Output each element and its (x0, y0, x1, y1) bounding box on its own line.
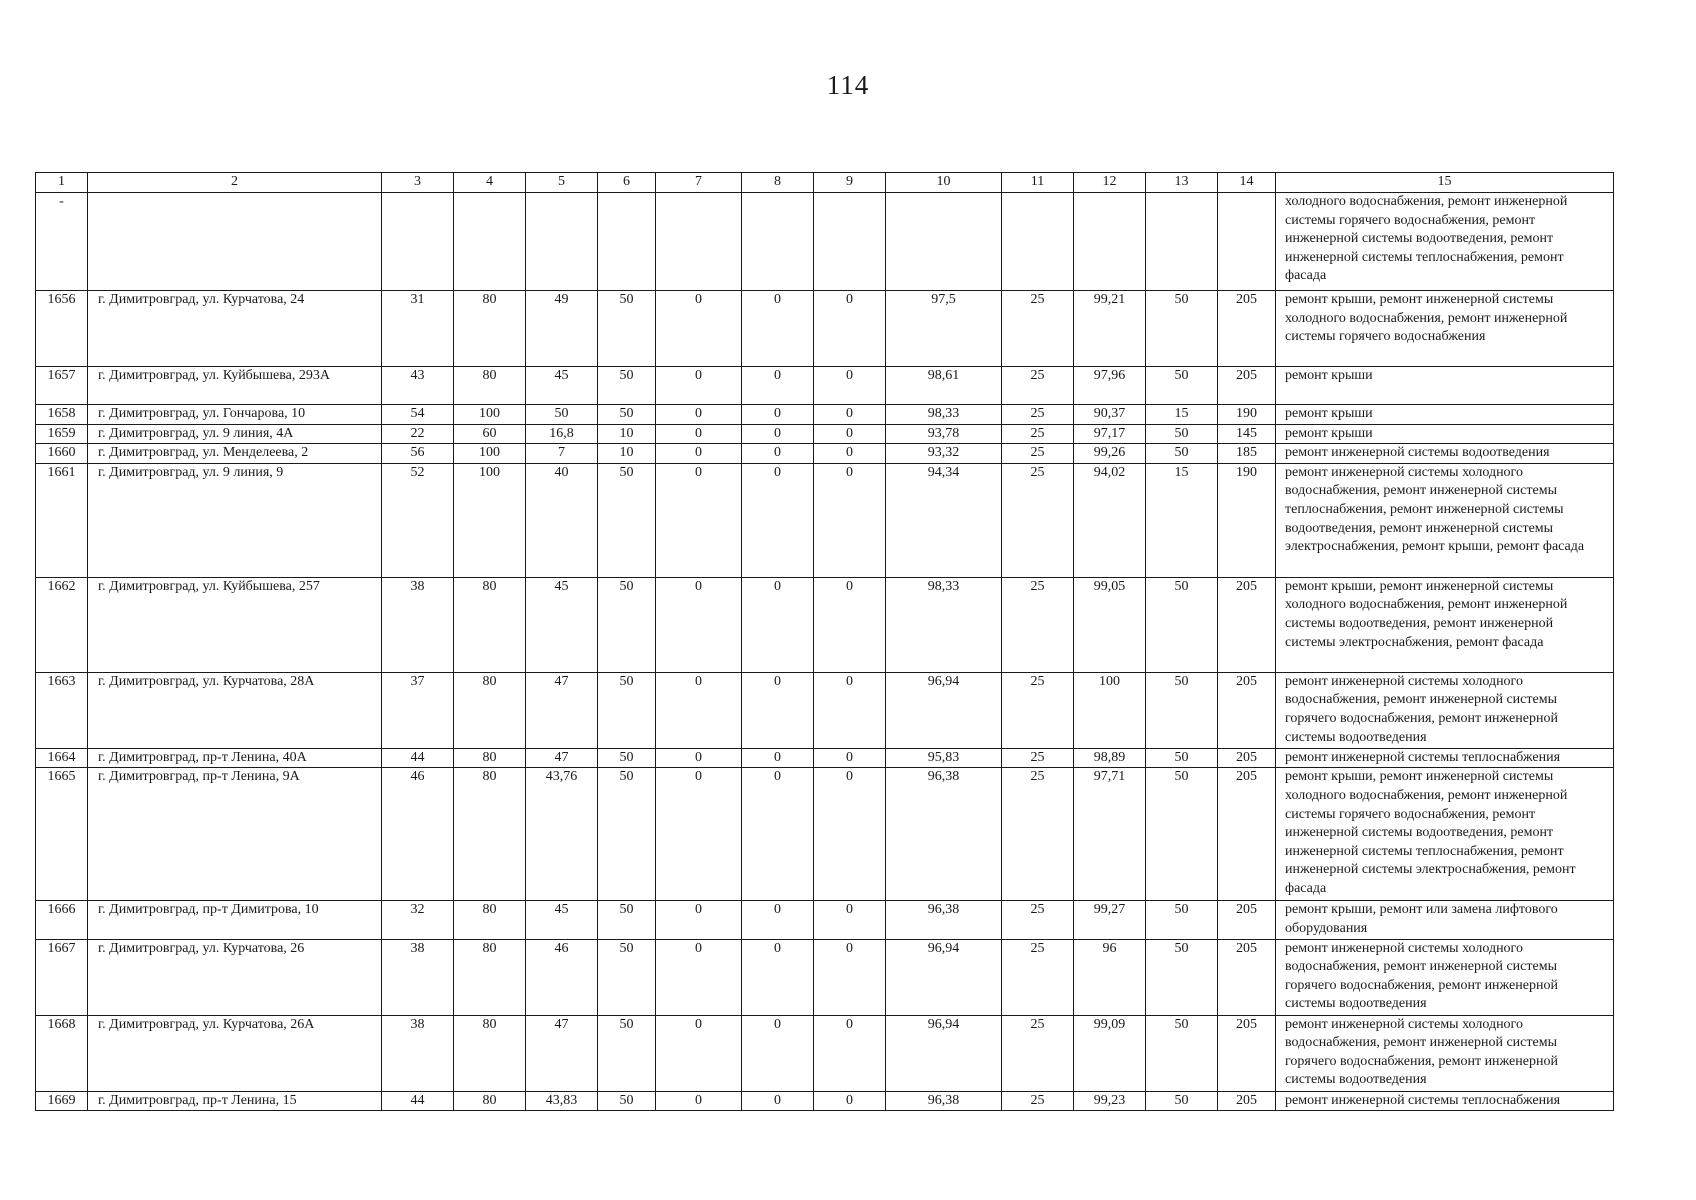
table-cell-col-5: 45 (526, 577, 598, 672)
table-cell-col-5: 16,8 (526, 424, 598, 444)
table-cell-col-11: 25 (1002, 291, 1074, 367)
table-cell-col-13: 50 (1146, 1015, 1218, 1091)
table-cell-col-7: 0 (656, 748, 742, 768)
table-cell-col-8: 0 (742, 367, 814, 405)
table-cell-col-15: ремонт инженерной системы водоотведения (1276, 444, 1614, 464)
table-cell-col-13: 50 (1146, 672, 1218, 748)
table-cell-col-5: 47 (526, 1015, 598, 1091)
page-number: 114 (826, 70, 870, 100)
table-cell-col-9: 0 (814, 901, 886, 939)
table-cell-col-1: 1667 (36, 939, 88, 1015)
table-cell-col-3: 37 (382, 672, 454, 748)
table-cell-col-2: г. Димитровград, ул. Куйбышева, 293А (88, 367, 382, 405)
column-header: 4 (454, 173, 526, 193)
table-cell-col-14: 205 (1218, 901, 1276, 939)
table-cell-col-11: 25 (1002, 1015, 1074, 1091)
table-cell-col-2: г. Димитровград, ул. Курчатова, 28А (88, 672, 382, 748)
table-cell-col-1: 1658 (36, 405, 88, 425)
table-cell-col-14: 205 (1218, 291, 1276, 367)
table-cell-col-10: 98,33 (886, 577, 1002, 672)
table-cell-col-9: 0 (814, 444, 886, 464)
table-cell-col-13: 50 (1146, 424, 1218, 444)
column-header: 10 (886, 173, 1002, 193)
table-body (36, 193, 1614, 1111)
table-row (36, 1091, 1614, 1111)
table-cell-col-3: 43 (382, 367, 454, 405)
table-cell-col-15: ремонт крыши, ремонт инженерной системы холодного водоснабжения, ремонт инженерной системы горячего водоснабжения, ремонт инженерной системы водоотведения, ремонт инженерной системы теплоснабжения, ремонт инженерной системы электроснабжения, ремонт фасада (1276, 768, 1614, 901)
table-cell-col-6: 10 (598, 424, 656, 444)
table-cell-col-7: 0 (656, 1091, 742, 1111)
table-cell-col-9: 0 (814, 577, 886, 672)
table-cell-col-7: 0 (656, 1015, 742, 1091)
table-cell-col-15: ремонт инженерной системы холодного водоснабжения, ремонт инженерной системы теплоснабжения, ремонт инженерной системы водоотведения, ремонт инженерной системы электроснабжения, ремонт крыши, ремонт фасада (1276, 463, 1614, 577)
table-cell-col-7: 0 (656, 367, 742, 405)
table-cell-col-9: 0 (814, 463, 886, 577)
table-cell-col-3: 38 (382, 577, 454, 672)
table-row (36, 939, 1614, 1015)
table-cell-col-8 (742, 193, 814, 291)
table-cell-col-7: 0 (656, 291, 742, 367)
table-cell-col-10: 98,33 (886, 405, 1002, 425)
table-cell-col-3: 31 (382, 291, 454, 367)
table-cell-col-4: 80 (454, 1015, 526, 1091)
table-cell-col-10: 96,94 (886, 1015, 1002, 1091)
table-cell-col-11: 25 (1002, 405, 1074, 425)
table-row (36, 768, 1614, 901)
table-cell-col-5: 45 (526, 901, 598, 939)
table-cell-col-9 (814, 193, 886, 291)
table-cell-col-5: 40 (526, 463, 598, 577)
table-cell-col-1: 1662 (36, 577, 88, 672)
table-row (36, 901, 1614, 939)
table-cell-col-12: 99,21 (1074, 291, 1146, 367)
table-cell-col-13: 50 (1146, 291, 1218, 367)
table-cell-col-14: 205 (1218, 672, 1276, 748)
table-cell-col-2: г. Димитровград, ул. Курчатова, 26А (88, 1015, 382, 1091)
table-cell-col-3: 38 (382, 1015, 454, 1091)
table-cell-col-2: г. Димитровград, ул. Менделеева, 2 (88, 444, 382, 464)
table-cell-col-6: 50 (598, 367, 656, 405)
table-cell-col-10: 96,94 (886, 939, 1002, 1015)
table-cell-col-11: 25 (1002, 577, 1074, 672)
table-cell-col-10: 94,34 (886, 463, 1002, 577)
table-cell-col-13: 50 (1146, 901, 1218, 939)
table-cell-col-9: 0 (814, 672, 886, 748)
table-cell-col-3: 52 (382, 463, 454, 577)
table-cell-col-6: 10 (598, 444, 656, 464)
table-cell-col-12: 97,71 (1074, 768, 1146, 901)
table-cell-col-12: 99,09 (1074, 1015, 1146, 1091)
table-cell-col-10: 96,38 (886, 768, 1002, 901)
table-cell-col-1: 1663 (36, 672, 88, 748)
table-cell-col-1: 1665 (36, 768, 88, 901)
column-header: 7 (656, 173, 742, 193)
table-cell-col-9: 0 (814, 367, 886, 405)
column-header: 5 (526, 173, 598, 193)
table-cell-col-9: 0 (814, 405, 886, 425)
table-cell-col-11: 25 (1002, 901, 1074, 939)
table-cell-col-12: 99,05 (1074, 577, 1146, 672)
table-cell-col-14: 205 (1218, 577, 1276, 672)
table-cell-col-3: 38 (382, 939, 454, 1015)
table-cell-col-1: 1657 (36, 367, 88, 405)
table-cell-col-9: 0 (814, 1091, 886, 1111)
table-cell-col-4: 80 (454, 577, 526, 672)
table-cell-col-9: 0 (814, 768, 886, 901)
column-header: 11 (1002, 173, 1074, 193)
table-cell-col-10: 96,38 (886, 1091, 1002, 1111)
table-cell-col-8: 0 (742, 768, 814, 901)
table-cell-col-15: ремонт инженерной системы теплоснабжения (1276, 1091, 1614, 1111)
table-cell-col-2: г. Димитровград, ул. Курчатова, 24 (88, 291, 382, 367)
column-header: 9 (814, 173, 886, 193)
table-cell-col-6: 50 (598, 1015, 656, 1091)
table-row (36, 463, 1614, 577)
table-cell-col-11: 25 (1002, 1091, 1074, 1111)
table-cell-col-8: 0 (742, 901, 814, 939)
table-cell-col-11: 25 (1002, 748, 1074, 768)
table-cell-col-14 (1218, 193, 1276, 291)
table-cell-col-4: 100 (454, 444, 526, 464)
table-cell-col-7: 0 (656, 463, 742, 577)
column-header: 15 (1276, 173, 1614, 193)
table-cell-col-6: 50 (598, 463, 656, 577)
table-cell-col-10: 96,94 (886, 672, 1002, 748)
table-cell-col-14: 205 (1218, 1015, 1276, 1091)
table-row (36, 748, 1614, 768)
table-cell-col-8: 0 (742, 444, 814, 464)
table-cell-col-7: 0 (656, 672, 742, 748)
table-cell-col-9: 0 (814, 424, 886, 444)
table-cell-col-3 (382, 193, 454, 291)
table-cell-col-10: 95,83 (886, 748, 1002, 768)
table-cell-col-9: 0 (814, 939, 886, 1015)
table-cell-col-4: 80 (454, 291, 526, 367)
table-cell-col-13: 15 (1146, 463, 1218, 577)
table-cell-col-12: 94,02 (1074, 463, 1146, 577)
table-cell-col-10: 98,61 (886, 367, 1002, 405)
table-header (36, 173, 1614, 193)
table-cell-col-2 (88, 193, 382, 291)
table-cell-col-15: ремонт крыши (1276, 367, 1614, 405)
table-cell-col-2: г. Димитровград, ул. Куйбышева, 257 (88, 577, 382, 672)
table-cell-col-14: 205 (1218, 939, 1276, 1015)
table-cell-col-11: 25 (1002, 463, 1074, 577)
table-cell-col-1: 1660 (36, 444, 88, 464)
table-cell-col-2: г. Димитровград, ул. 9 линия, 4А (88, 424, 382, 444)
table-cell-col-7: 0 (656, 424, 742, 444)
table-cell-col-6: 50 (598, 901, 656, 939)
table-cell-col-8: 0 (742, 1015, 814, 1091)
table-cell-col-15: ремонт крыши, ремонт инженерной системы холодного водоснабжения, ремонт инженерной системы водоотведения, ремонт инженерной системы электроснабжения, ремонт фасада (1276, 577, 1614, 672)
table-cell-col-6: 50 (598, 1091, 656, 1111)
table-cell-col-5: 43,76 (526, 768, 598, 901)
table-cell-col-5: 49 (526, 291, 598, 367)
table-cell-col-12: 90,37 (1074, 405, 1146, 425)
table-cell-col-4 (454, 193, 526, 291)
table-cell-col-7: 0 (656, 901, 742, 939)
table-cell-col-4: 100 (454, 405, 526, 425)
table-row (36, 193, 1614, 291)
table-cell-col-1: 1656 (36, 291, 88, 367)
table-cell-col-4: 80 (454, 1091, 526, 1111)
table-cell-col-4: 80 (454, 768, 526, 901)
table-cell-col-14: 205 (1218, 367, 1276, 405)
table-cell-col-5 (526, 193, 598, 291)
table-cell-col-6 (598, 193, 656, 291)
table-cell-col-4: 80 (454, 367, 526, 405)
column-header: 6 (598, 173, 656, 193)
table-cell-col-4: 80 (454, 939, 526, 1015)
table-cell-col-4: 100 (454, 463, 526, 577)
table-cell-col-11: 25 (1002, 444, 1074, 464)
table-cell-col-2: г. Димитровград, ул. 9 линия, 9 (88, 463, 382, 577)
table-cell-col-15: ремонт крыши (1276, 424, 1614, 444)
table-cell-col-12: 99,23 (1074, 1091, 1146, 1111)
table-cell-col-15: ремонт инженерной системы холодного водоснабжения, ремонт инженерной системы горячего водоснабжения, ремонт инженерной системы водоотведения (1276, 672, 1614, 748)
table-cell-col-2: г. Димитровград, ул. Курчатова, 26 (88, 939, 382, 1015)
table-row (36, 424, 1614, 444)
table-cell-col-14: 205 (1218, 768, 1276, 901)
table-cell-col-11: 25 (1002, 768, 1074, 901)
table-cell-col-13: 50 (1146, 577, 1218, 672)
table-cell-col-11: 25 (1002, 367, 1074, 405)
table-row (36, 577, 1614, 672)
table-cell-col-12: 100 (1074, 672, 1146, 748)
table-cell-col-6: 50 (598, 672, 656, 748)
table-cell-col-3: 46 (382, 768, 454, 901)
table-cell-col-15: холодного водоснабжения, ремонт инженерной системы горячего водоснабжения, ремонт инженерной системы водоотведения, ремонт инженерной системы теплоснабжения, ремонт фасада (1276, 193, 1614, 291)
table-cell-col-3: 22 (382, 424, 454, 444)
column-header: 3 (382, 173, 454, 193)
table-cell-col-8: 0 (742, 748, 814, 768)
table-cell-col-13 (1146, 193, 1218, 291)
table-cell-col-5: 50 (526, 405, 598, 425)
table-cell-col-5: 47 (526, 672, 598, 748)
header-row (36, 173, 1614, 193)
table-cell-col-3: 54 (382, 405, 454, 425)
table-cell-col-9: 0 (814, 748, 886, 768)
table-cell-col-2: г. Димитровград, пр-т Ленина, 9А (88, 768, 382, 901)
table-cell-col-14: 190 (1218, 463, 1276, 577)
table-cell-col-1: 1666 (36, 901, 88, 939)
table-cell-col-1: 1668 (36, 1015, 88, 1091)
table-cell-col-8: 0 (742, 405, 814, 425)
table-cell-col-15: ремонт крыши, ремонт инженерной системы холодного водоснабжения, ремонт инженерной системы горячего водоснабжения (1276, 291, 1614, 367)
table-cell-col-12: 99,27 (1074, 901, 1146, 939)
table-cell-col-9: 0 (814, 1015, 886, 1091)
table-cell-col-3: 56 (382, 444, 454, 464)
table-cell-col-13: 50 (1146, 444, 1218, 464)
table-cell-col-14: 205 (1218, 1091, 1276, 1111)
table-cell-col-1: 1664 (36, 748, 88, 768)
table-cell-col-15: ремонт крыши (1276, 405, 1614, 425)
table-cell-col-8: 0 (742, 291, 814, 367)
table-cell-col-7: 0 (656, 444, 742, 464)
table-row (36, 444, 1614, 464)
table-cell-col-5: 46 (526, 939, 598, 1015)
table-cell-col-4: 80 (454, 748, 526, 768)
table-cell-col-12: 96 (1074, 939, 1146, 1015)
table-cell-col-4: 80 (454, 672, 526, 748)
table-cell-col-1: 1659 (36, 424, 88, 444)
table-cell-col-13: 50 (1146, 939, 1218, 1015)
table-cell-col-10: 96,38 (886, 901, 1002, 939)
table-cell-col-2: г. Димитровград, пр-т Ленина, 40А (88, 748, 382, 768)
table-cell-col-8: 0 (742, 424, 814, 444)
table-cell-col-7 (656, 193, 742, 291)
table-cell-col-13: 50 (1146, 768, 1218, 901)
table-cell-col-11: 25 (1002, 672, 1074, 748)
table-cell-col-5: 47 (526, 748, 598, 768)
column-header: 14 (1218, 173, 1276, 193)
repair-program-table (35, 172, 1614, 1111)
table-cell-col-13: 15 (1146, 405, 1218, 425)
table-cell-col-12: 97,17 (1074, 424, 1146, 444)
table-cell-col-6: 50 (598, 405, 656, 425)
table-cell-col-14: 205 (1218, 748, 1276, 768)
table-cell-col-11 (1002, 193, 1074, 291)
table-cell-col-3: 32 (382, 901, 454, 939)
table-cell-col-3: 44 (382, 748, 454, 768)
table-cell-col-5: 45 (526, 367, 598, 405)
table-row (36, 1015, 1614, 1091)
table-row (36, 405, 1614, 425)
column-header: 1 (36, 173, 88, 193)
table-cell-col-8: 0 (742, 939, 814, 1015)
table-cell-col-2: г. Димитровград, ул. Гончарова, 10 (88, 405, 382, 425)
table-cell-col-15: ремонт инженерной системы холодного водоснабжения, ремонт инженерной системы горячего водоснабжения, ремонт инженерной системы водоотведения (1276, 1015, 1614, 1091)
table-cell-col-4: 60 (454, 424, 526, 444)
table-cell-col-12: 97,96 (1074, 367, 1146, 405)
table-cell-col-4: 80 (454, 901, 526, 939)
table-cell-col-6: 50 (598, 748, 656, 768)
table-cell-col-8: 0 (742, 1091, 814, 1111)
table-cell-col-1: 1661 (36, 463, 88, 577)
table-cell-col-2: г. Димитровград, пр-т Ленина, 15 (88, 1091, 382, 1111)
table-cell-col-7: 0 (656, 768, 742, 901)
table-cell-col-7: 0 (656, 405, 742, 425)
column-header: 8 (742, 173, 814, 193)
table-cell-col-15: ремонт инженерной системы холодного водоснабжения, ремонт инженерной системы горячего водоснабжения, ремонт инженерной системы водоотведения (1276, 939, 1614, 1015)
table-cell-col-13: 50 (1146, 1091, 1218, 1111)
table-cell-col-15: ремонт инженерной системы теплоснабжения (1276, 748, 1614, 768)
table-cell-col-13: 50 (1146, 367, 1218, 405)
column-header: 2 (88, 173, 382, 193)
table-cell-col-8: 0 (742, 672, 814, 748)
table-cell-col-5: 7 (526, 444, 598, 464)
table-cell-col-10: 97,5 (886, 291, 1002, 367)
table-cell-col-9: 0 (814, 291, 886, 367)
table-cell-col-8: 0 (742, 577, 814, 672)
table-cell-col-12: 98,89 (1074, 748, 1146, 768)
table-cell-col-11: 25 (1002, 939, 1074, 1015)
column-header: 13 (1146, 173, 1218, 193)
table-cell-col-3: 44 (382, 1091, 454, 1111)
table-cell-col-10 (886, 193, 1002, 291)
table-cell-col-13: 50 (1146, 748, 1218, 768)
table-cell-col-7: 0 (656, 577, 742, 672)
table-cell-col-14: 190 (1218, 405, 1276, 425)
table-cell-col-6: 50 (598, 939, 656, 1015)
table-cell-col-10: 93,32 (886, 444, 1002, 464)
table-cell-col-7: 0 (656, 939, 742, 1015)
table-cell-col-5: 43,83 (526, 1091, 598, 1111)
table-cell-col-2: г. Димитровград, пр-т Димитрова, 10 (88, 901, 382, 939)
table-cell-col-8: 0 (742, 463, 814, 577)
table-row (36, 291, 1614, 367)
table-cell-col-6: 50 (598, 768, 656, 901)
table-cell-col-15: ремонт крыши, ремонт или замена лифтового оборудования (1276, 901, 1614, 939)
column-header: 12 (1074, 173, 1146, 193)
table-cell-col-14: 185 (1218, 444, 1276, 464)
table-cell-col-6: 50 (598, 577, 656, 672)
table-cell-col-1: - (36, 193, 88, 291)
table-cell-col-6: 50 (598, 291, 656, 367)
table-cell-col-10: 93,78 (886, 424, 1002, 444)
table-row (36, 672, 1614, 748)
table-cell-col-11: 25 (1002, 424, 1074, 444)
table-cell-col-14: 145 (1218, 424, 1276, 444)
table-row (36, 367, 1614, 405)
table-cell-col-1: 1669 (36, 1091, 88, 1111)
table-cell-col-12 (1074, 193, 1146, 291)
table-cell-col-12: 99,26 (1074, 444, 1146, 464)
